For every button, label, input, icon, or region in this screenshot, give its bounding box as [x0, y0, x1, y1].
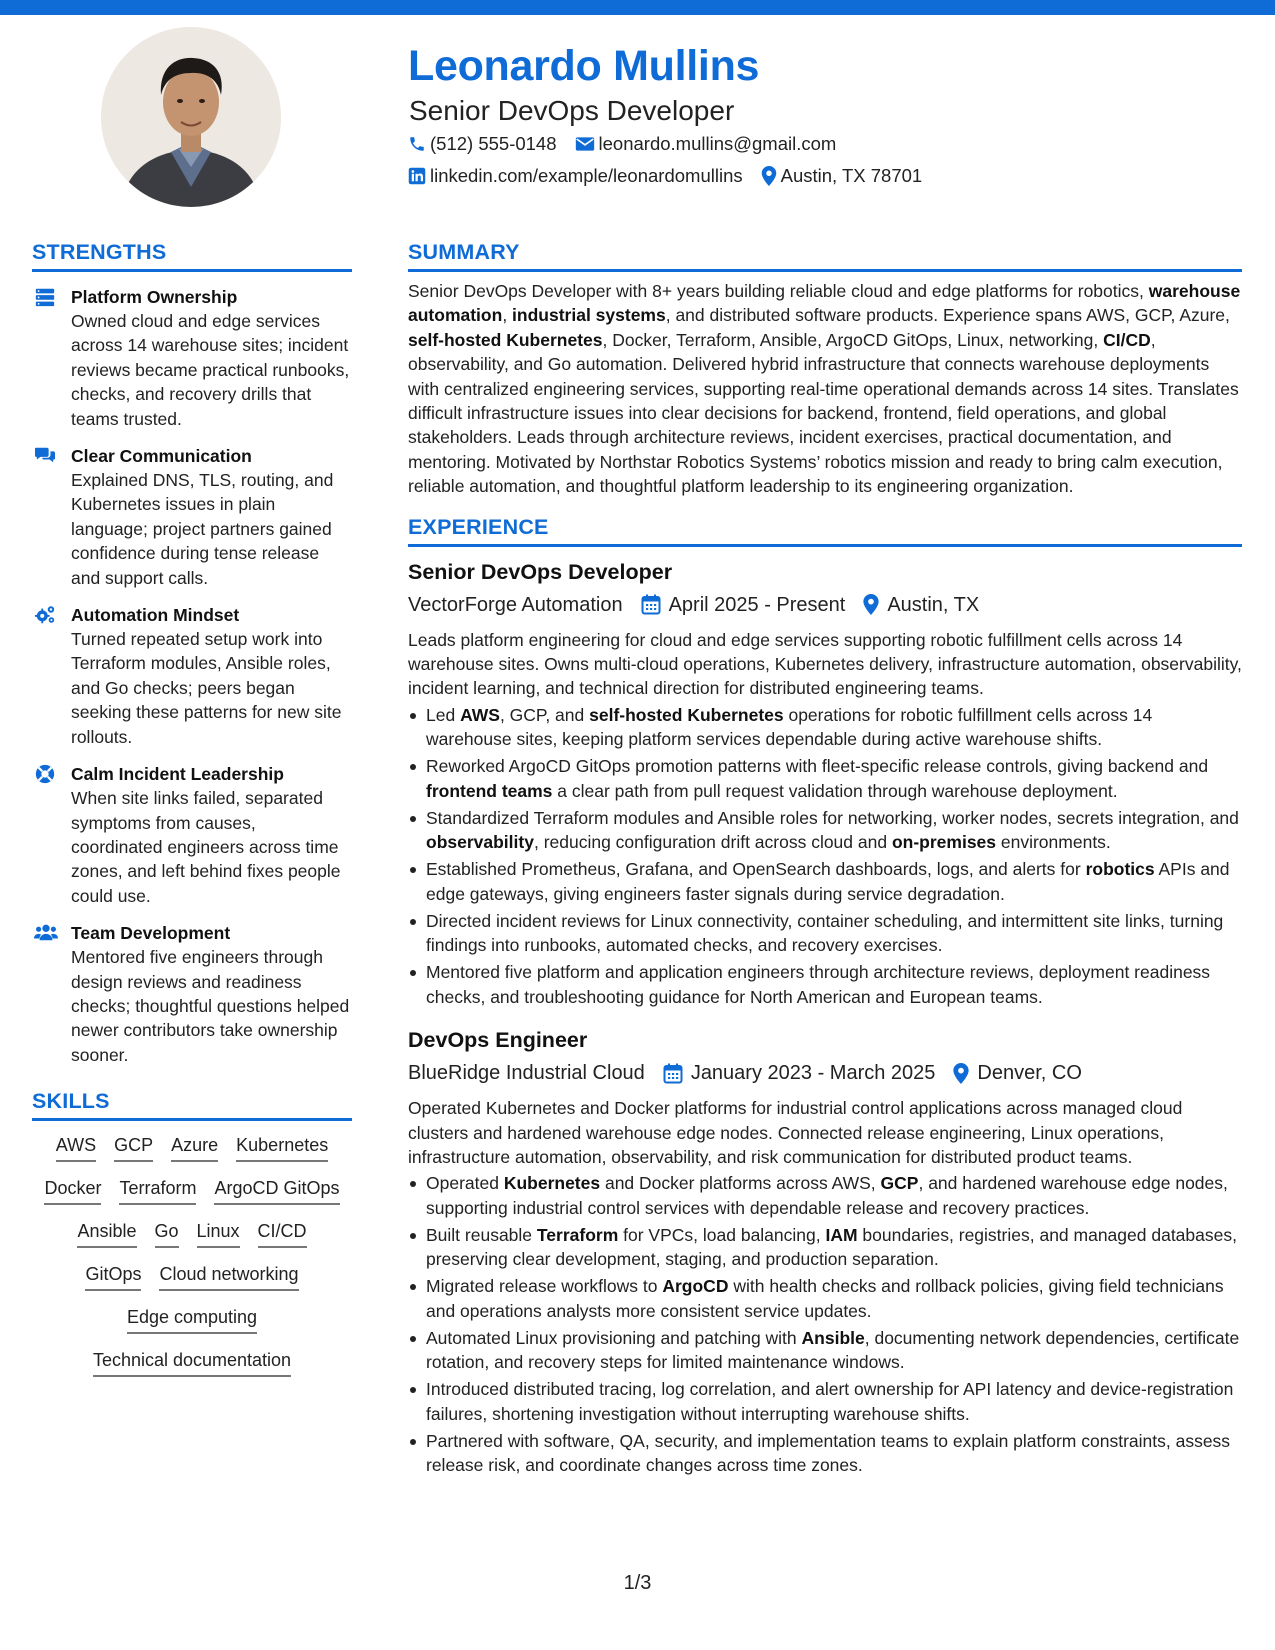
- job-entry: [408, 557, 1242, 1010]
- candidate-role: Senior DevOps Developer: [409, 95, 735, 126]
- strength-item: [32, 762, 352, 908]
- contact-row-1: [408, 133, 854, 155]
- job-bullets: [408, 703, 1242, 1009]
- job-dates: April 2025 - Present: [641, 590, 846, 620]
- skill-tag: GitOps: [85, 1262, 141, 1291]
- strength-title: Platform Ownership: [71, 287, 238, 307]
- skill-row: [32, 1348, 352, 1377]
- skill-tag: Kubernetes: [236, 1133, 328, 1162]
- right-column: [408, 240, 1242, 1480]
- skills-heading: SKILLS: [32, 1089, 352, 1121]
- job-bullet: Built reusable Terraform for VPCs, load balancing, IAM boundaries, registries, and managed databases, preserving clear development, staging, and production separation.: [408, 1223, 1242, 1272]
- skill-row: [32, 1176, 352, 1205]
- server-icon: [34, 286, 56, 308]
- strength-item: [32, 444, 352, 590]
- job-dates: January 2023 - March 2025: [663, 1058, 936, 1088]
- map-pin-icon: [863, 594, 879, 615]
- strength-description: Explained DNS, TLS, routing, and Kubernetes issues in plain language; project partners gained confidence during tense release and support calls.: [71, 470, 334, 588]
- skill-tag: Technical documentation: [93, 1348, 291, 1377]
- experience-list: [408, 557, 1242, 1478]
- phone-text: (512) 555-0148: [430, 133, 557, 154]
- skill-tag: GCP: [114, 1133, 153, 1162]
- job-bullet: Introduced distributed tracing, log correlation, and alert ownership for API latency and device-registration failures, shortening investigation without interrupting warehouse shifts.: [408, 1377, 1242, 1426]
- phone-icon: [408, 135, 426, 153]
- summary-heading: SUMMARY: [408, 240, 1242, 272]
- job-bullet: Led AWS, GCP, and self-hosted Kubernetes operations for robotic fulfillment cells across 14 warehouse sites, keeping platform services dependable during active warehouse shifts.: [408, 703, 1242, 752]
- job-intro: Operated Kubernetes and Docker platforms for industrial control applications across managed cloud clusters and hardened warehouse edge nodes. Connected release engineering, Linux operations, infrastructure automation, observability, and risk communication for distributed product teams.: [408, 1098, 1183, 1167]
- skill-tag: AWS: [56, 1133, 96, 1162]
- skill-tag: Go: [155, 1219, 179, 1248]
- strength-item: [32, 603, 352, 749]
- envelope-icon: [575, 136, 595, 152]
- job-bullet: Partnered with software, QA, security, and implementation teams to explain platform constraints, assess release risk, and coordinate changes across time zones.: [408, 1429, 1242, 1478]
- calendar-icon: [663, 1063, 683, 1084]
- map-pin-icon: [953, 1063, 969, 1084]
- phone-contact[interactable]: [408, 133, 557, 155]
- strength-item: [32, 285, 352, 431]
- skills-list: [32, 1133, 352, 1377]
- job-bullet: Automated Linux provisioning and patching with Ansible, documenting network dependencies, certificate rotation, and recovery steps for limited maintenance windows.: [408, 1326, 1242, 1375]
- job-meta: [408, 1058, 1242, 1088]
- skill-row: [32, 1133, 352, 1162]
- job-location: Denver, CO: [953, 1058, 1081, 1088]
- strengths-list: [32, 285, 352, 1067]
- left-column: [32, 240, 352, 1391]
- skill-row: [32, 1219, 352, 1248]
- map-pin-icon: [761, 166, 777, 186]
- job-entry: [408, 1025, 1242, 1478]
- strength-title: Automation Mindset: [71, 605, 240, 626]
- skill-tag: Terraform: [119, 1176, 196, 1205]
- strength-description: Turned repeated setup work into Terraform modules, Ansible roles, and Go checks; peers began seeking these patterns for new site rollouts.: [71, 629, 342, 747]
- job-bullet: Reworked ArgoCD GitOps promotion patterns with fleet-specific release controls, giving backend and frontend teams a clear path from pull request validation through warehouse deployment.: [408, 754, 1242, 803]
- job-meta: [408, 590, 1242, 620]
- skill-tag: Edge computing: [127, 1305, 257, 1334]
- skill-tag: Docker: [44, 1176, 101, 1205]
- linkedin-text: linkedin.com/example/leonardomullins: [430, 165, 743, 186]
- gears-icon: [34, 604, 56, 626]
- chat-bubbles-icon: [34, 445, 56, 467]
- life-ring-icon: [34, 763, 56, 785]
- job-bullet: Migrated release workflows to ArgoCD with health checks and rollback policies, giving field technicians and operations analysts more consistent service updates.: [408, 1274, 1242, 1323]
- skill-tag: Linux: [197, 1219, 240, 1248]
- strength-title: Clear Communication: [71, 446, 252, 467]
- location-text: Austin, TX 78701: [780, 165, 923, 186]
- skill-row: [32, 1262, 352, 1291]
- skill-tag: Cloud networking: [159, 1262, 298, 1291]
- job-bullets: [408, 1171, 1242, 1477]
- strength-item: [32, 921, 352, 1067]
- job-bullet: Established Prometheus, Grafana, and OpenSearch dashboards, logs, and alerts for robotics APIs and edge gateways, giving engineers faster signals during service degradation.: [408, 857, 1242, 906]
- job-title: DevOps Engineer: [408, 1028, 588, 1053]
- strength-description: Mentored five engineers through design reviews and readiness checks; thoughtful questions helped newer contributors take ownership sooner.: [71, 947, 350, 1065]
- job-bullet: Operated Kubernetes and Docker platforms across AWS, GCP, and hardened warehouse edge nodes, supporting industrial control services with dependable release and recovery practices.: [408, 1171, 1242, 1220]
- candidate-name: Leonardo Mullins: [408, 42, 760, 90]
- job-title: Senior DevOps Developer: [408, 559, 673, 584]
- job-intro: Leads platform engineering for cloud and edge services supporting robotic fulfillment cells across 14 warehouse sites. Owns multi-cloud operations, Kubernetes delivery, infrastructure automation, observability, incident learning, and technical direction for distributed engineering teams.: [408, 629, 1242, 699]
- users-icon: [34, 922, 56, 944]
- contact-row-2: [408, 165, 940, 187]
- skill-tag: Ansible: [77, 1219, 136, 1248]
- skill-tag: CI/CD: [258, 1219, 307, 1248]
- experience-heading: EXPERIENCE: [408, 515, 1242, 547]
- job-bullet: Mentored five platform and application engineers through architecture reviews, deployment readiness checks, and troubleshooting guidance for North American and European teams.: [408, 960, 1242, 1009]
- skill-tag: ArgoCD GitOps: [214, 1176, 339, 1205]
- strength-title: Calm Incident Leadership: [71, 764, 284, 785]
- job-bullet: Standardized Terraform modules and Ansible roles for networking, worker nodes, secrets integration, and observability, reducing configuration drift across cloud and on-premises environments.: [408, 806, 1242, 855]
- profile-photo: [101, 27, 281, 207]
- calendar-icon: [641, 594, 661, 615]
- email-text: leonardo.mullins@gmail.com: [598, 133, 837, 154]
- company-name: BlueRidge Industrial Cloud: [408, 1062, 645, 1085]
- location-contact: [761, 165, 923, 187]
- strength-description: Owned cloud and edge services across 14 warehouse sites; incident reviews became practical runbooks, checks, and recovery drills that teams trusted.: [71, 311, 350, 429]
- strengths-heading: STRENGTHS: [32, 240, 352, 272]
- skill-row: [32, 1305, 352, 1334]
- email-contact[interactable]: [575, 133, 837, 155]
- strength-title: Team Development: [71, 923, 231, 944]
- summary-text: Senior DevOps Developer with 8+ years building reliable cloud and edge platforms for robotics, warehouse automation, industrial systems, and distributed software products. Experience spans AWS, GCP, Azure, self-hosted Kubernetes, Docker, Terraform, Ansible, ArgoCD GitOps, Linux, networking, CI/CD, observability, and Go automation. Delivered hybrid infrastructure that connects warehouse deployments with centralized engineering services, supporting real-time operational demands across 14 sites. Translates difficult infrastructure issues into clear decisions for backend, frontend, field operations, and global stakeholders. Leads through architecture reviews, incident exercises, practical documentation, and mentoring. Motivated by Northstar Robotics Systems’ robotics mission and ready to bring calm execution, reliable automation, and thoughtful platform leadership to its engineering organization.: [408, 281, 1241, 497]
- company-name: VectorForge Automation: [408, 593, 623, 616]
- page-number: 1/3: [623, 1572, 652, 1594]
- job-bullet: Directed incident reviews for Linux connectivity, container scheduling, and intermittent site links, turning findings into runbooks, automated checks, and recovery exercises.: [408, 909, 1242, 958]
- linkedin-contact[interactable]: [408, 165, 743, 187]
- linkedin-icon: [408, 167, 426, 185]
- job-location: Austin, TX: [863, 590, 979, 620]
- strength-description: When site links failed, separated symptoms from causes, coordinated engineers across time zones, and left behind fixes people could use.: [71, 788, 341, 906]
- skill-tag: Azure: [171, 1133, 218, 1162]
- top-accent-bar: [0, 0, 1275, 15]
